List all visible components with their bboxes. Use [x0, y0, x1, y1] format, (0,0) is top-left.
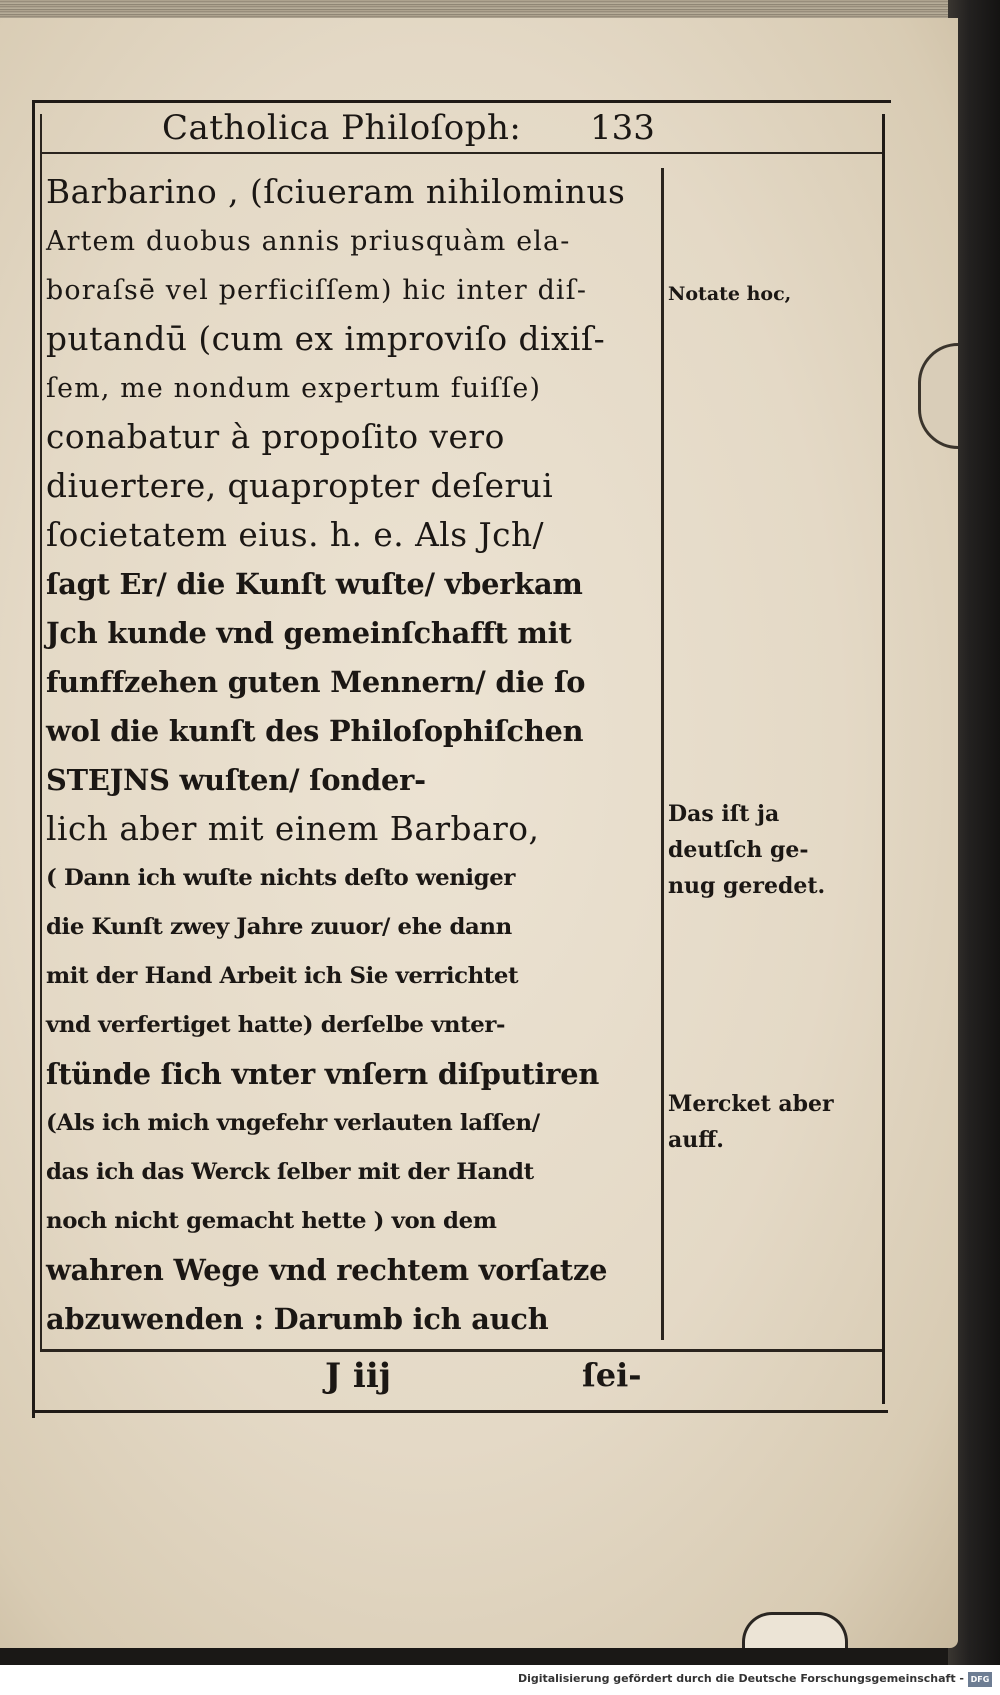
margin-note-line: deutſch ge- [668, 837, 809, 863]
text-line: funffzehen guten Mennern/ die ſo [46, 665, 586, 699]
margin-note [668, 1086, 834, 1158]
funding-credit: Digitalisierung gefördert durch die Deutsche Forschungsgemeinschaft - [517, 1672, 964, 1685]
text-line: wahren Wege vnd rechtem vorſatze [46, 1253, 608, 1287]
margin-note-line: Mercket aber [668, 1091, 834, 1117]
text-line: Artem duobus annis priusquàm ela- [46, 226, 571, 257]
text-line: ſagt Er/ die Kunſt wuſte/ vberkam [46, 567, 583, 601]
text-line: STEJNS wuſten/ ſonder- [46, 763, 426, 797]
main-text-column [46, 168, 658, 1344]
text-line: (Als ich mich vngefehr verlauten laſſen/ [46, 1110, 540, 1136]
frame-bottom-rule [32, 1410, 888, 1413]
text-line: Jch kunde vnd gemeinſchafft mit [46, 616, 572, 650]
text-line: Barbarino , (ſciueram nihilominus [46, 173, 626, 211]
margin-note [668, 796, 825, 904]
dfg-logo-icon: DFG [968, 1672, 992, 1687]
page-bottom-notch [742, 1612, 848, 1648]
text-line: vnd verfertiget hatte) derſelbe vnter- [46, 1012, 506, 1038]
text-line: wol die kunſt des Philoſophiſchen [46, 714, 584, 748]
header-rule [40, 152, 882, 154]
text-line: das ich das Werck ſelber mit der Handt [46, 1159, 534, 1185]
text-line: ſocietatem eius. h. e. Als Jch/ [46, 516, 545, 554]
margin-note-line: nug geredet. [668, 873, 826, 899]
page-edge-tab [918, 343, 958, 449]
frame-inner-rule [40, 114, 42, 1349]
page-footer [40, 1352, 882, 1408]
text-line: die Kunſt zwey Jahre zuuor/ ehe dann [46, 914, 512, 940]
margin-note-line: Notate hoc, [668, 283, 792, 305]
catchword: ſei- [582, 1356, 642, 1394]
text-line: abzuwenden : Darumb ich auch [46, 1302, 549, 1336]
text-line: mit der Hand Arbeit ich Sie verrichtet [46, 963, 519, 989]
text-line: ſem, me nondum expertum fuiſſe) [46, 373, 542, 404]
margin-note-line: Das iſt ja [668, 801, 780, 827]
margin-note-line: auff. [668, 1127, 724, 1153]
text-line: putandū (cum ex improviſo dixiſ- [46, 320, 606, 358]
credit-bar [0, 1665, 1000, 1695]
text-line: diuertere, quapropter deſerui [46, 467, 554, 505]
frame-right-rule [882, 114, 885, 1404]
running-head [40, 104, 740, 152]
margin-column-rule [661, 168, 664, 1340]
text-line: ( Dann ich wuſte nichts deſto weniger [46, 865, 515, 891]
text-line: ſtünde ſich vnter vnſern diſputiren [46, 1057, 600, 1091]
signature-mark: J iij [325, 1356, 392, 1396]
running-title: Catholica Philoſoph: [162, 108, 522, 148]
book-page [0, 18, 958, 1648]
page-number: 133 [590, 108, 655, 148]
text-line: noch nicht gemacht hette ) von dem [46, 1208, 497, 1234]
text-line: lich aber mit einem Barbaro, [46, 810, 540, 848]
margin-note [668, 276, 791, 312]
text-line: boraſsē vel perficiſſem) hic inter diſ- [46, 275, 588, 306]
text-line: conabatur à propoſito vero [46, 418, 505, 456]
